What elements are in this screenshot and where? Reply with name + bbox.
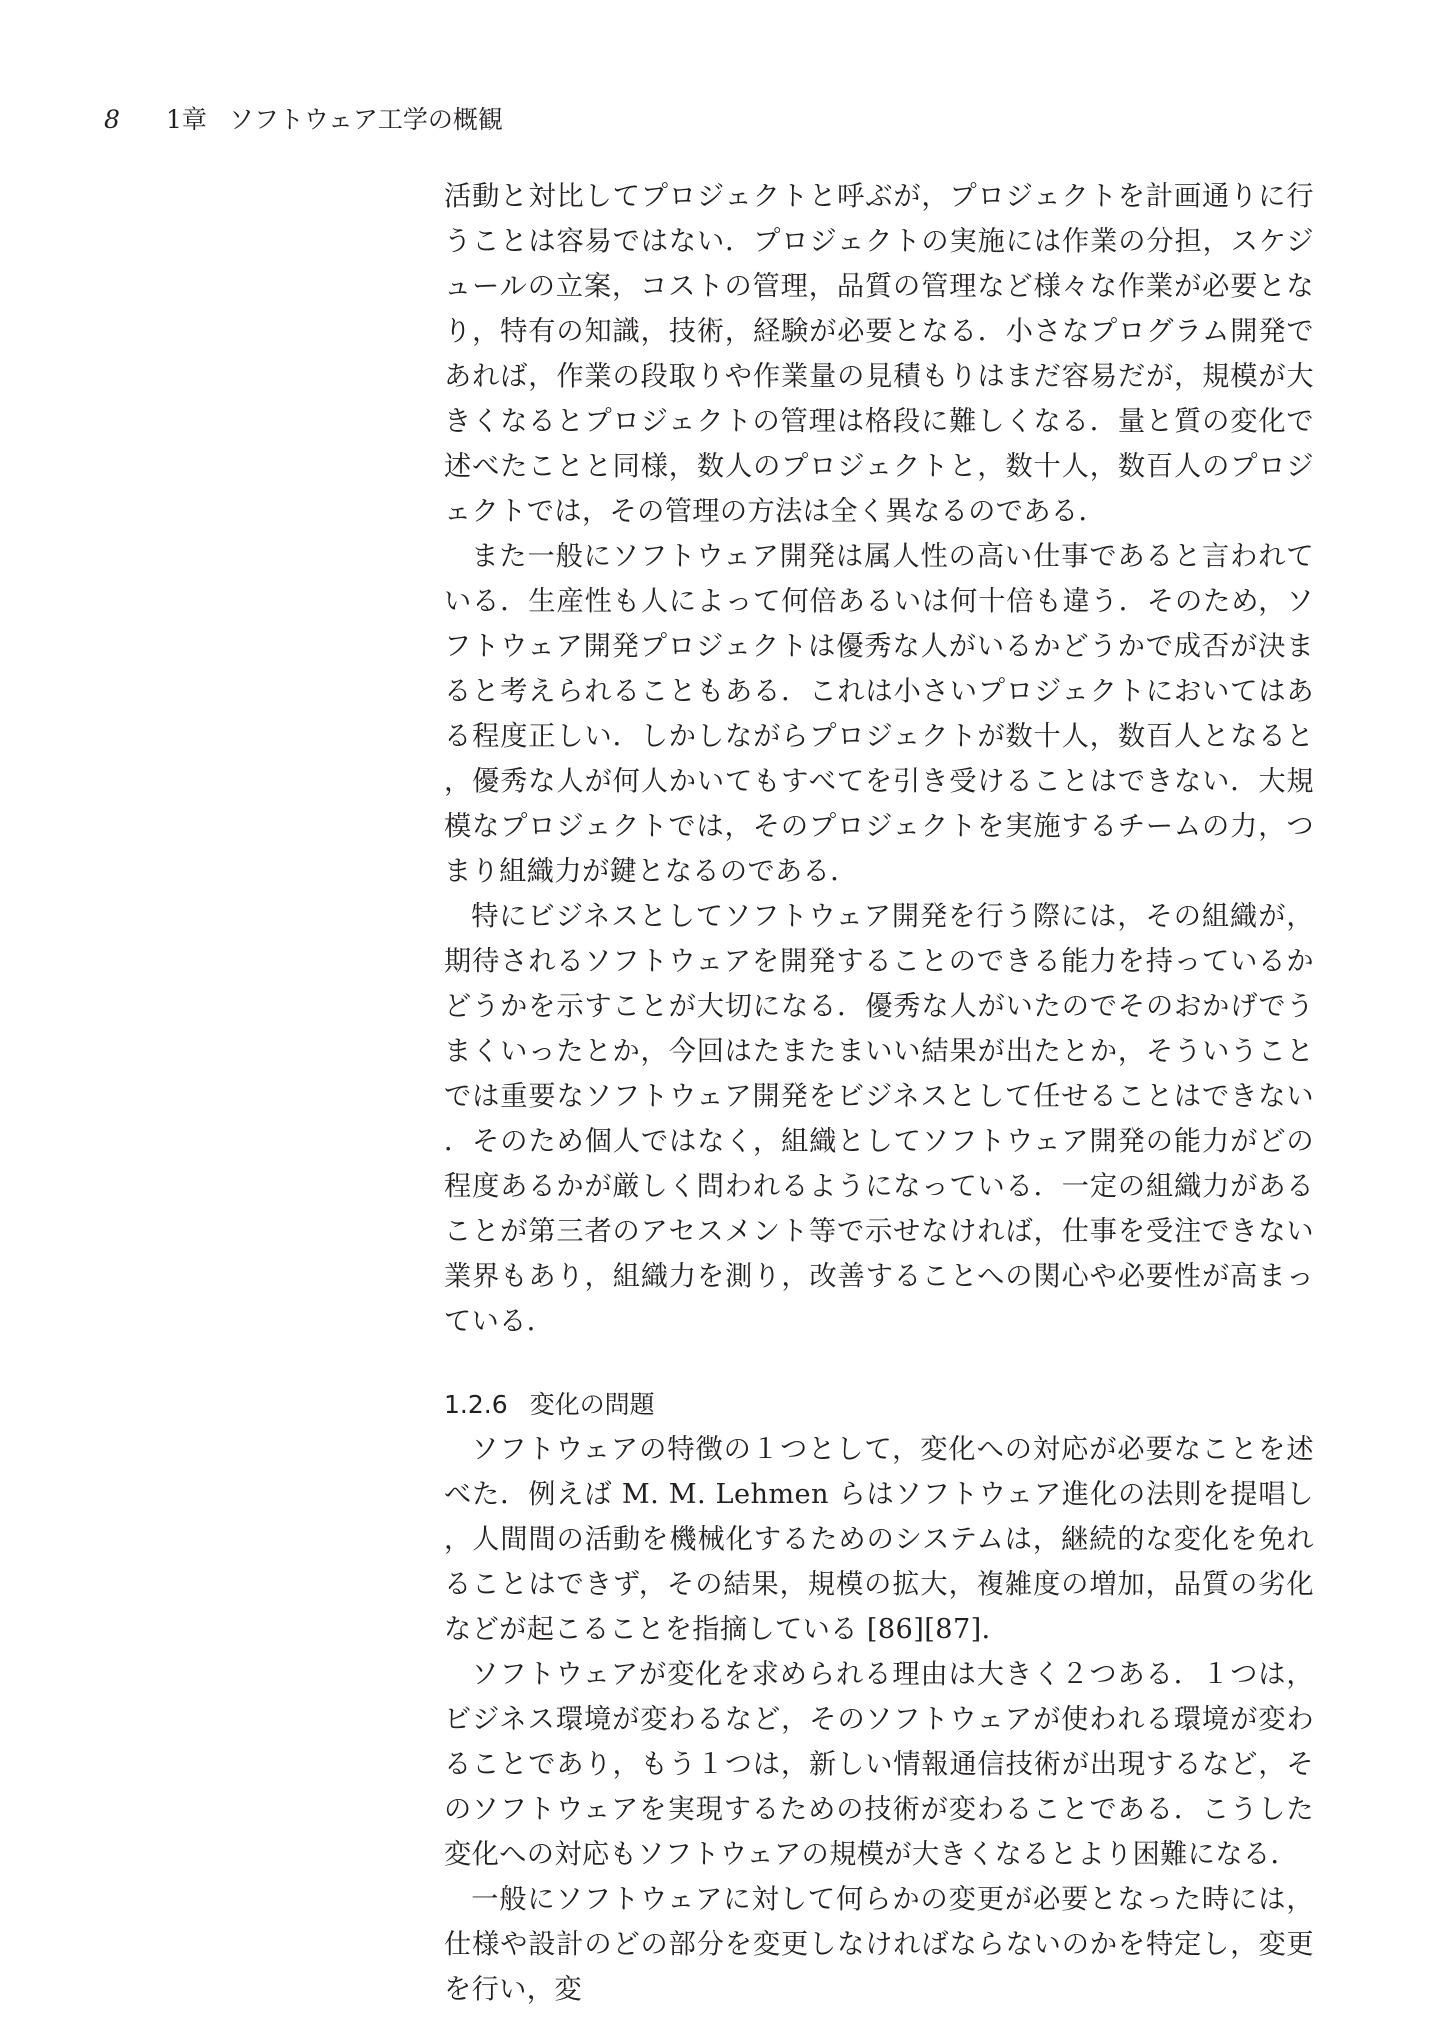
section-heading (444, 1382, 1314, 1427)
section-title: 変化の問題 (529, 1390, 655, 1419)
paragraph: 一般にソフトウェアに対して何らかの変更が必要となった時には，仕様や設計のどの部分を変更しなければならないのかを特定し，変更を行い，変 (444, 1884, 1314, 2005)
paragraph: ソフトウェアの特徴の１つとして，変化への対応が必要なことを述べた．例えば M. M. Lehmen らはソフトウェア進化の法則を提唱し，人間間の活動を機械化するためのシステムは，継続的な変化を免れることはできず，その結果，規模の拡大，複雑度の増加，品質の劣化などが起こることを指摘している [86][87]． (444, 1434, 1314, 1645)
paragraph: また一般にソフトウェア開発は属人性の高い仕事であると言われている．生産性も人によって何倍あるいは何十倍も違う．そのため，ソフトウェア開発プロジェクトは優秀な人がいるかどうかで成否が決まると考えられることもある．これは小さいプロジェクトにおいてはある程度正しい．しかしながらプロジェクトが数十人，数百人となると，優秀な人が何人かいてもすべてを引き受けることはできない．大規模なプロジェクトでは，そのプロジェクトを実施するチームの力，つまり組織力が鍵となるのである． (444, 541, 1314, 887)
section-number: 1.2.6 (444, 1390, 508, 1419)
paragraph: 活動と対比してプロジェクトと呼ぶが，プロジェクトを計画通りに行うことは容易ではない．プロジェクトの実施には作業の分担，スケジュールの立案，コストの管理，品質の管理など様々な作業が必要となり，特有の知識，技術，経験が必要となる．小さなプログラム開発であれば，作業の段取りや作業量の見積もりはまだ容易だが，規模が大きくなるとプロジェクトの管理は格段に難しくなる．量と質の変化で述べたことと同様，数人のプロジェクトと，数十人，数百人のプロジェクトでは，その管理の方法は全く異なるのである． (444, 181, 1314, 527)
paragraph: 特にビジネスとしてソフトウェア開発を行う際には，その組織が，期待されるソフトウェアを開発することのできる能力を持っているかどうかを示すことが大切になる．優秀な人がいたのでそのおかげでうまくいったとか，今回はたまたまいい結果が出たとか，そういうことでは重要なソフトウェア開発をビジネスとして任せることはできない．そのため個人ではなく，組織としてソフトウェア開発の能力がどの程度あるかが厳しく問われるようになっている．一定の組織力があることが第三者のアセスメント等で示せなければ，仕事を受注できない業界もあり，組織力を測り，改善することへの関心や必要性が高まっている． (444, 901, 1314, 1337)
paragraph: ソフトウェアが変化を求められる理由は大きく２つある．１つは，ビジネス環境が変わるなど，そのソフトウェアが使われる環境が変わることであり，もう１つは，新しい情報通信技術が出現するなど，そのソフトウェアを実現するための技術が変わることである．こうした変化への対応もソフトウェアの規模が大きくなるとより困難になる． (444, 1659, 1314, 1870)
body-text (444, 174, 1314, 2012)
chapter-number: 1章 (166, 105, 207, 134)
chapter-title: ソフトウェア工学の概観 (228, 105, 503, 134)
running-head (104, 100, 503, 140)
page-number: 8 (104, 105, 120, 134)
